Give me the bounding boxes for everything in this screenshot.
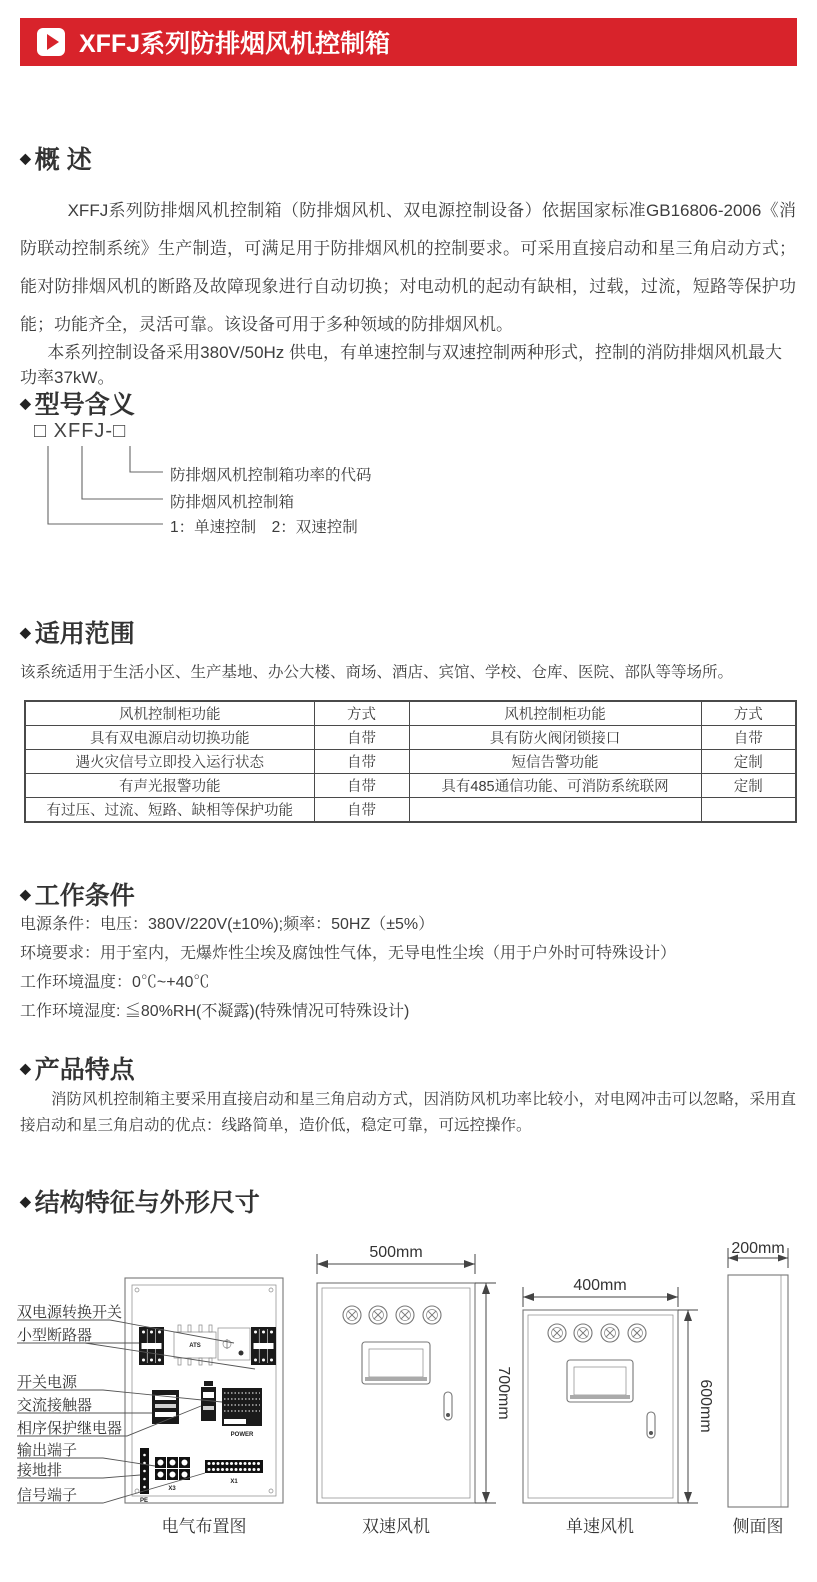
label-output-terminal: 输出端子 bbox=[17, 1442, 78, 1459]
section-heading-overview bbox=[20, 140, 92, 176]
table-cell: 具有防火阀闭锁接口 bbox=[409, 726, 701, 750]
table-cell: 遇火灾信号立即投入运行状态 bbox=[25, 750, 314, 774]
dim-height-single: 600mm bbox=[697, 1379, 714, 1433]
indicator-lamp-icon bbox=[343, 1306, 361, 1324]
table-row bbox=[25, 774, 796, 798]
section-title: 适用范围 bbox=[34, 620, 135, 648]
table-cell bbox=[409, 798, 701, 823]
table-cell: 自带 bbox=[314, 750, 409, 774]
model-code: □ XFFJ-□ bbox=[34, 420, 127, 442]
play-icon bbox=[37, 28, 65, 56]
section-heading-structure bbox=[20, 1183, 260, 1219]
table-row bbox=[25, 798, 796, 823]
indicator-lamp-icon bbox=[423, 1306, 441, 1324]
table-cell: 有过压、过流、短路、缺相等保护功能 bbox=[25, 798, 314, 823]
x1-mark: X1 bbox=[230, 1479, 238, 1485]
x3-mark: X3 bbox=[168, 1486, 176, 1492]
door-handle bbox=[444, 1392, 452, 1420]
power-supply bbox=[222, 1388, 262, 1438]
label-phase-relay: 相序保护继电器 bbox=[17, 1420, 123, 1437]
indicator-lamp-icon bbox=[369, 1306, 387, 1324]
model-label-box: 防排烟风机控制箱 bbox=[170, 494, 295, 511]
features-text: 消防风机控制箱主要采用直接启动和星三角启动方式，因消防风机功率比较小，对电网冲击可以忽略，采用直接启动和星三角启动的优点：线路简单，造价低，稳定可靠，可远控操作。 bbox=[20, 1091, 796, 1134]
table-row bbox=[25, 726, 796, 750]
caption-side-view: 侧面图 bbox=[732, 1517, 784, 1536]
ats-switch bbox=[174, 1325, 216, 1365]
transfer-switch-box bbox=[218, 1328, 250, 1360]
table-cell: 自带 bbox=[314, 798, 409, 823]
page-header bbox=[20, 18, 797, 66]
condition-line: 工作环境湿度: ≦80%RH(不凝露)(特殊情况可特殊设计) bbox=[20, 1003, 410, 1020]
table-header-row bbox=[25, 701, 796, 726]
col-header: 风机控制柜功能 bbox=[409, 701, 701, 726]
label-signal-terminal: 信号端子 bbox=[17, 1487, 78, 1504]
col-header: 风机控制柜功能 bbox=[25, 701, 314, 726]
indicator-lamp-icon bbox=[601, 1324, 619, 1342]
table-cell: 短信告警功能 bbox=[409, 750, 701, 774]
structure-drawings bbox=[15, 1240, 805, 1550]
dim-width-dual: 500mm bbox=[369, 1244, 423, 1261]
circuit-breaker-right bbox=[251, 1327, 276, 1365]
section-title: 概 述 bbox=[34, 146, 92, 174]
section-title: 产品特点 bbox=[34, 1056, 135, 1084]
pe-mark: PE bbox=[139, 1498, 149, 1504]
section-heading-model bbox=[20, 385, 135, 421]
model-code-diagram bbox=[20, 420, 580, 538]
table-cell: 具有485通信功能、可消防系统联网 bbox=[409, 774, 701, 798]
dim-width-single: 400mm bbox=[573, 1277, 627, 1294]
col-header: 方式 bbox=[701, 701, 796, 726]
indicator-lamp-icon bbox=[628, 1324, 646, 1342]
door-handle bbox=[647, 1412, 655, 1438]
label-transfer-switch: 双电源转换开关 bbox=[17, 1304, 123, 1321]
col-header: 方式 bbox=[314, 701, 409, 726]
model-label-speed: 1：单速控制 2：双速控制 bbox=[170, 519, 358, 536]
label-mini-breaker: 小型断路器 bbox=[17, 1327, 93, 1344]
caption-single-speed: 单速风机 bbox=[566, 1517, 634, 1536]
section-title: 结构特征与外形尺寸 bbox=[34, 1189, 260, 1217]
table-cell bbox=[701, 798, 796, 823]
indicator-lamp-icon bbox=[548, 1324, 566, 1342]
pe-ground-bar bbox=[140, 1448, 149, 1504]
power-mark: POWER bbox=[230, 1432, 254, 1438]
dual-speed-cabinet-drawing bbox=[317, 1244, 512, 1536]
table-cell: 有声光报警功能 bbox=[25, 774, 314, 798]
condition-line: 环境要求：用于室内，无爆炸性尘埃及腐蚀性气体，无导电性尘埃（用于户外时可特殊设计） bbox=[20, 945, 677, 962]
section-heading-scope bbox=[20, 614, 135, 650]
table-cell: 自带 bbox=[314, 774, 409, 798]
section-heading-features bbox=[20, 1050, 135, 1086]
table-row bbox=[25, 750, 796, 774]
diamond-bullet-icon: ◆ bbox=[20, 394, 31, 411]
label-ac-contactor: 交流接触器 bbox=[17, 1397, 93, 1414]
overview-paragraph-1: XFFJ系列防排烟风机控制箱（防排烟风机、双电源控制设备）依据国家标准GB16806-2006《消防联动控制系统》生产制造，可满足用于防排烟风机的控制要求。可采用直接启动和星三角启动方式；能对防排烟风机的断路及故障现象进行自动切换；对电动机的起动有缺相，过载，过流，短路等保护功能；功能齐全，灵活可靠。该设备可用于多种领域的防排烟风机。 bbox=[20, 201, 796, 334]
side-view-drawing bbox=[728, 1240, 788, 1536]
electrical-layout-diagram bbox=[17, 1278, 283, 1536]
overview-paragraph-2: 本系列控制设备采用380V/50Hz 供电，有单速控制与双速控制两种形式，控制的消防排烟风机最大功率37kW。 bbox=[20, 343, 783, 387]
signal-terminal-x1 bbox=[205, 1460, 263, 1485]
dim-width-side: 200mm bbox=[731, 1240, 785, 1257]
diamond-bullet-icon: ◆ bbox=[20, 623, 31, 640]
single-speed-cabinet-drawing bbox=[523, 1277, 714, 1536]
table-cell: 具有双电源启动切换功能 bbox=[25, 726, 314, 750]
section-title: 型号含义 bbox=[34, 391, 135, 419]
condition-line: 电源条件：电压：380V/220V(±10%);频率：50HZ（±5%） bbox=[20, 916, 435, 933]
display-window bbox=[362, 1342, 430, 1384]
diamond-bullet-icon: ◆ bbox=[20, 1192, 31, 1209]
label-ground-bar: 接地排 bbox=[17, 1462, 63, 1479]
table-cell: 定制 bbox=[701, 750, 796, 774]
page-title: XFFJ系列防排烟风机控制箱 bbox=[79, 30, 391, 58]
table-cell: 定制 bbox=[701, 774, 796, 798]
display-window bbox=[567, 1360, 633, 1402]
section-title: 工作条件 bbox=[34, 882, 135, 910]
condition-line: 工作环境温度：0℃~+40℃ bbox=[20, 974, 210, 991]
output-terminal-x3 bbox=[155, 1457, 190, 1492]
scope-text: 该系统适用于生活小区、生产基地、办公大楼、商场、酒店、宾馆、学校、仓库、医院、部队等等场所。 bbox=[20, 664, 734, 681]
circuit-breaker-left bbox=[139, 1327, 164, 1365]
function-table bbox=[24, 700, 797, 823]
indicator-lamp-icon bbox=[396, 1306, 414, 1324]
caption-dual-speed: 双速风机 bbox=[362, 1517, 430, 1536]
dim-height-dual: 700mm bbox=[495, 1366, 512, 1420]
diamond-bullet-icon: ◆ bbox=[20, 885, 31, 902]
section-heading-working bbox=[20, 876, 135, 912]
diamond-bullet-icon: ◆ bbox=[20, 1059, 31, 1076]
model-label-power-code: 防排烟风机控制箱功率的代码 bbox=[170, 467, 372, 484]
table-cell: 自带 bbox=[701, 726, 796, 750]
diamond-bullet-icon: ◆ bbox=[20, 149, 31, 166]
caption-electrical-layout: 电气布置图 bbox=[161, 1517, 247, 1536]
label-switch-power: 开关电源 bbox=[17, 1374, 78, 1391]
table-cell: 自带 bbox=[314, 726, 409, 750]
ats-mark: ATS bbox=[189, 1343, 201, 1349]
working-conditions bbox=[20, 910, 796, 1026]
indicator-lamp-icon bbox=[574, 1324, 592, 1342]
